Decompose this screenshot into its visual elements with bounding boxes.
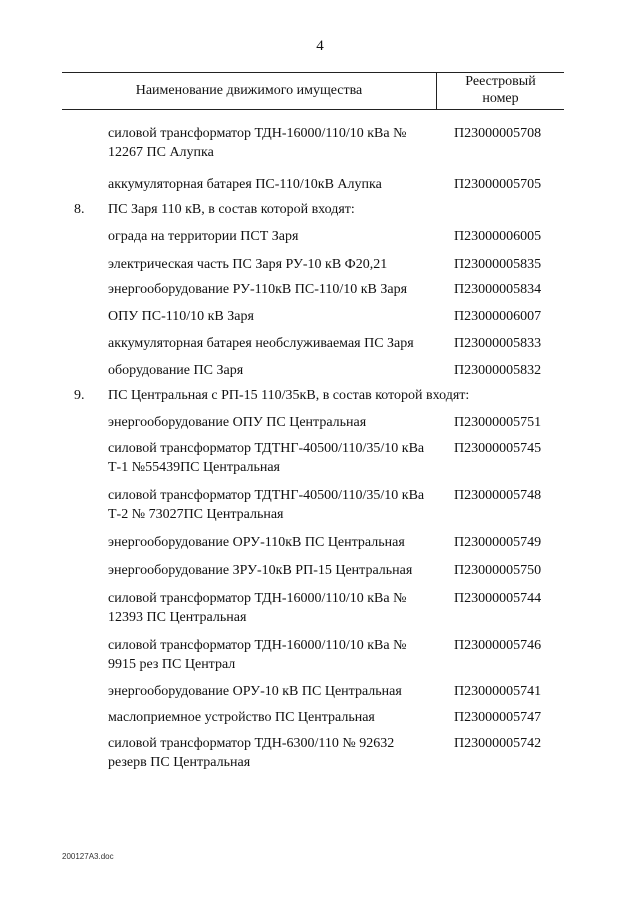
row-name: силовой трансформатор ТДН-16000/110/10 кВа № 9915 рез ПС Централ — [108, 638, 407, 672]
table-row — [0, 413, 640, 432]
table-header — [62, 72, 564, 110]
row-registry-number: П23000005832 — [454, 363, 542, 378]
row-name: силовой трансформатор ТДН-6300/110 № 92632 резерв ПС Центральная — [108, 736, 395, 770]
row-name: аккумуляторная батарея ПС-110/10кВ Алупка — [108, 177, 382, 192]
table-row — [0, 486, 640, 524]
row-registry-number: П23000005749 — [454, 535, 542, 550]
table-row — [0, 255, 640, 274]
table-row — [0, 280, 640, 299]
row-name: силовой трансформатор ТДН-16000/110/10 кВа № 12393 ПС Центральная — [108, 591, 407, 625]
row-registry-number: П23000005748 — [454, 488, 542, 503]
table-row — [0, 439, 640, 477]
row-name: энергооборудование ОРУ-110кВ ПС Центральная — [108, 535, 405, 550]
table-row — [0, 307, 640, 326]
row-registry-number: П23000005834 — [454, 282, 542, 297]
row-name: маслоприемное устройство ПС Центральная — [108, 710, 375, 725]
table-row — [0, 334, 640, 353]
row-registry-number: П23000005747 — [454, 710, 542, 725]
row-registry-number: П23000005833 — [454, 336, 542, 351]
column-header-name: Наименование движимого имущества — [62, 73, 437, 109]
column-header-registry-line1: Реестровый — [465, 74, 536, 89]
table-row — [0, 734, 640, 772]
table-row — [0, 561, 640, 580]
row-registry-number: П23000006007 — [454, 309, 542, 324]
table-row — [0, 708, 640, 727]
table-row — [0, 636, 640, 674]
row-name: силовой трансформатор ТДТНГ-40500/110/35/10 кВа Т-2 № 73027ПС Центральная — [108, 488, 425, 522]
table-row-section — [0, 386, 640, 405]
table-row — [0, 227, 640, 246]
row-registry-number: П23000005751 — [454, 415, 542, 430]
row-name: силовой трансформатор ТДТНГ-40500/110/35/10 кВа Т-1 №55439ПС Центральная — [108, 441, 425, 475]
row-name: оборудование ПС Заря — [108, 363, 244, 378]
row-name: ПС Заря 110 кВ, в состав которой входят: — [108, 202, 355, 217]
row-name: электрическая часть ПС Заря РУ-10 кВ Ф20,21 — [108, 257, 388, 272]
row-number: 8. — [74, 202, 85, 217]
row-registry-number: П23000005746 — [454, 638, 542, 653]
row-registry-number: П23000005705 — [454, 177, 542, 192]
row-registry-number: П23000005745 — [454, 441, 542, 456]
table-row — [0, 361, 640, 380]
table-body — [0, 124, 640, 772]
table-row — [0, 124, 640, 162]
row-name: энергооборудование РУ-110кВ ПС-110/10 кВ Заря — [108, 282, 408, 297]
row-name: силовой трансформатор ТДН-16000/110/10 кВа № 12267 ПС Алупка — [108, 126, 407, 160]
table-row — [0, 589, 640, 627]
row-registry-number: П23000005742 — [454, 736, 542, 751]
row-registry-number: П23000005741 — [454, 684, 542, 699]
page-number: 4 — [316, 38, 324, 54]
row-name: ПС Центральная с РП-15 110/35кВ, в состав которой входят: — [108, 388, 470, 403]
row-registry-number: П23000005750 — [454, 563, 542, 578]
footer-filename: 200127A3.doc — [62, 852, 114, 861]
row-number: 9. — [74, 388, 85, 403]
column-header-registry — [437, 73, 564, 109]
table-row — [0, 533, 640, 552]
table-row-section — [0, 200, 640, 219]
row-registry-number: П23000005835 — [454, 257, 542, 272]
row-name: энергооборудование ОПУ ПС Центральная — [108, 415, 367, 430]
column-header-registry-line2: номер — [482, 91, 519, 106]
row-name: энергооборудование ОРУ-10 кВ ПС Центральная — [108, 684, 402, 699]
table-row — [0, 175, 640, 194]
row-registry-number: П23000005744 — [454, 591, 542, 606]
row-name: энергооборудование ЗРУ-10кВ РП-15 Центральная — [108, 563, 413, 578]
row-name: аккумуляторная батарея необслуживаемая ПС Заря — [108, 336, 414, 351]
table-row — [0, 682, 640, 701]
row-registry-number: П23000006005 — [454, 229, 542, 244]
row-name: ограда на территории ПСТ Заря — [108, 229, 299, 244]
row-registry-number: П23000005708 — [454, 126, 542, 141]
row-name: ОПУ ПС-110/10 кВ Заря — [108, 309, 254, 324]
